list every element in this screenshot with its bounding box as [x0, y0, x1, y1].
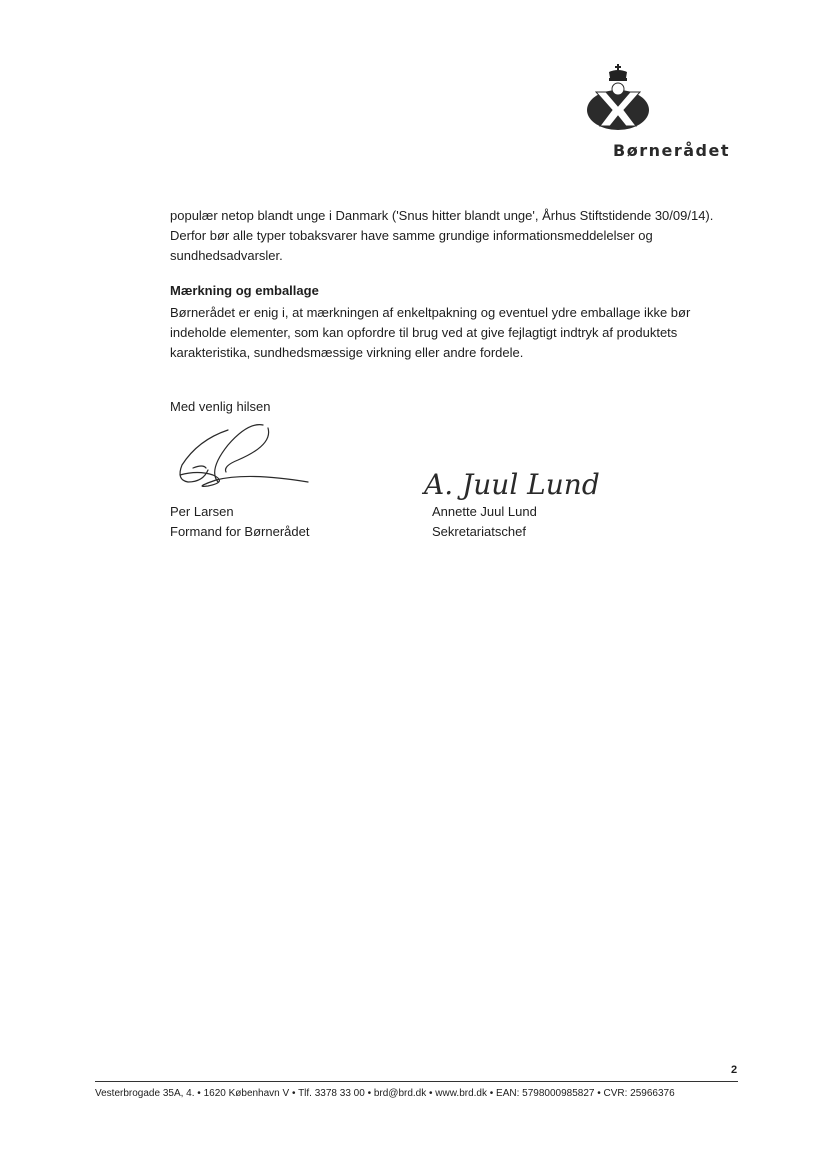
- signature-script: A. Juul Lund: [424, 468, 600, 501]
- signer-name: Annette Juul Lund: [432, 504, 537, 519]
- signer-title: Formand for Børnerådet: [170, 524, 310, 539]
- body-paragraph-1: populær netop blandt unge i Danmark ('Snus hitter blandt unge', Århus Stiftstidende 30/09/14). Derfor bør alle typer tobaksvarer have samme grundige informationsmeddelelser og sundhedsadvarsler.: [170, 208, 714, 263]
- footer-address: Vesterbrogade 35A, 4. • 1620 København V • Tlf. 3378 33 00 • brd@brd.dk • www.brd.dk • EAN: 5798000985827 • CVR: 25966376: [95, 1088, 675, 1099]
- crown-icon: [609, 64, 627, 81]
- signature-per-larsen: [168, 420, 318, 500]
- borneradet-logo: [580, 62, 660, 134]
- closing-greeting: Med venlig hilsen: [170, 399, 271, 414]
- footer-divider: [95, 1081, 738, 1082]
- organization-name: Børnerådet: [613, 141, 730, 160]
- signer-title: Sekretariatschef: [432, 524, 526, 539]
- signature-annette-juul-lund: [420, 460, 620, 504]
- signer-block-left: [170, 502, 309, 542]
- body-paragraph-2: Børnerådet er enig i, at mærkningen af enkeltpakning og eventuel ydre emballage ikke bør indeholde elementer, som kan opfordre til brug ved at give fejlagtigt indtryk af produktets karakteristika, sundhedsmæssige virkning eller andre fordele.: [170, 305, 691, 360]
- signer-block-right: [432, 502, 537, 542]
- section-heading: Mærkning og emballage: [170, 283, 319, 298]
- page-number: 2: [731, 1064, 738, 1076]
- signer-name: Per Larsen: [170, 504, 234, 519]
